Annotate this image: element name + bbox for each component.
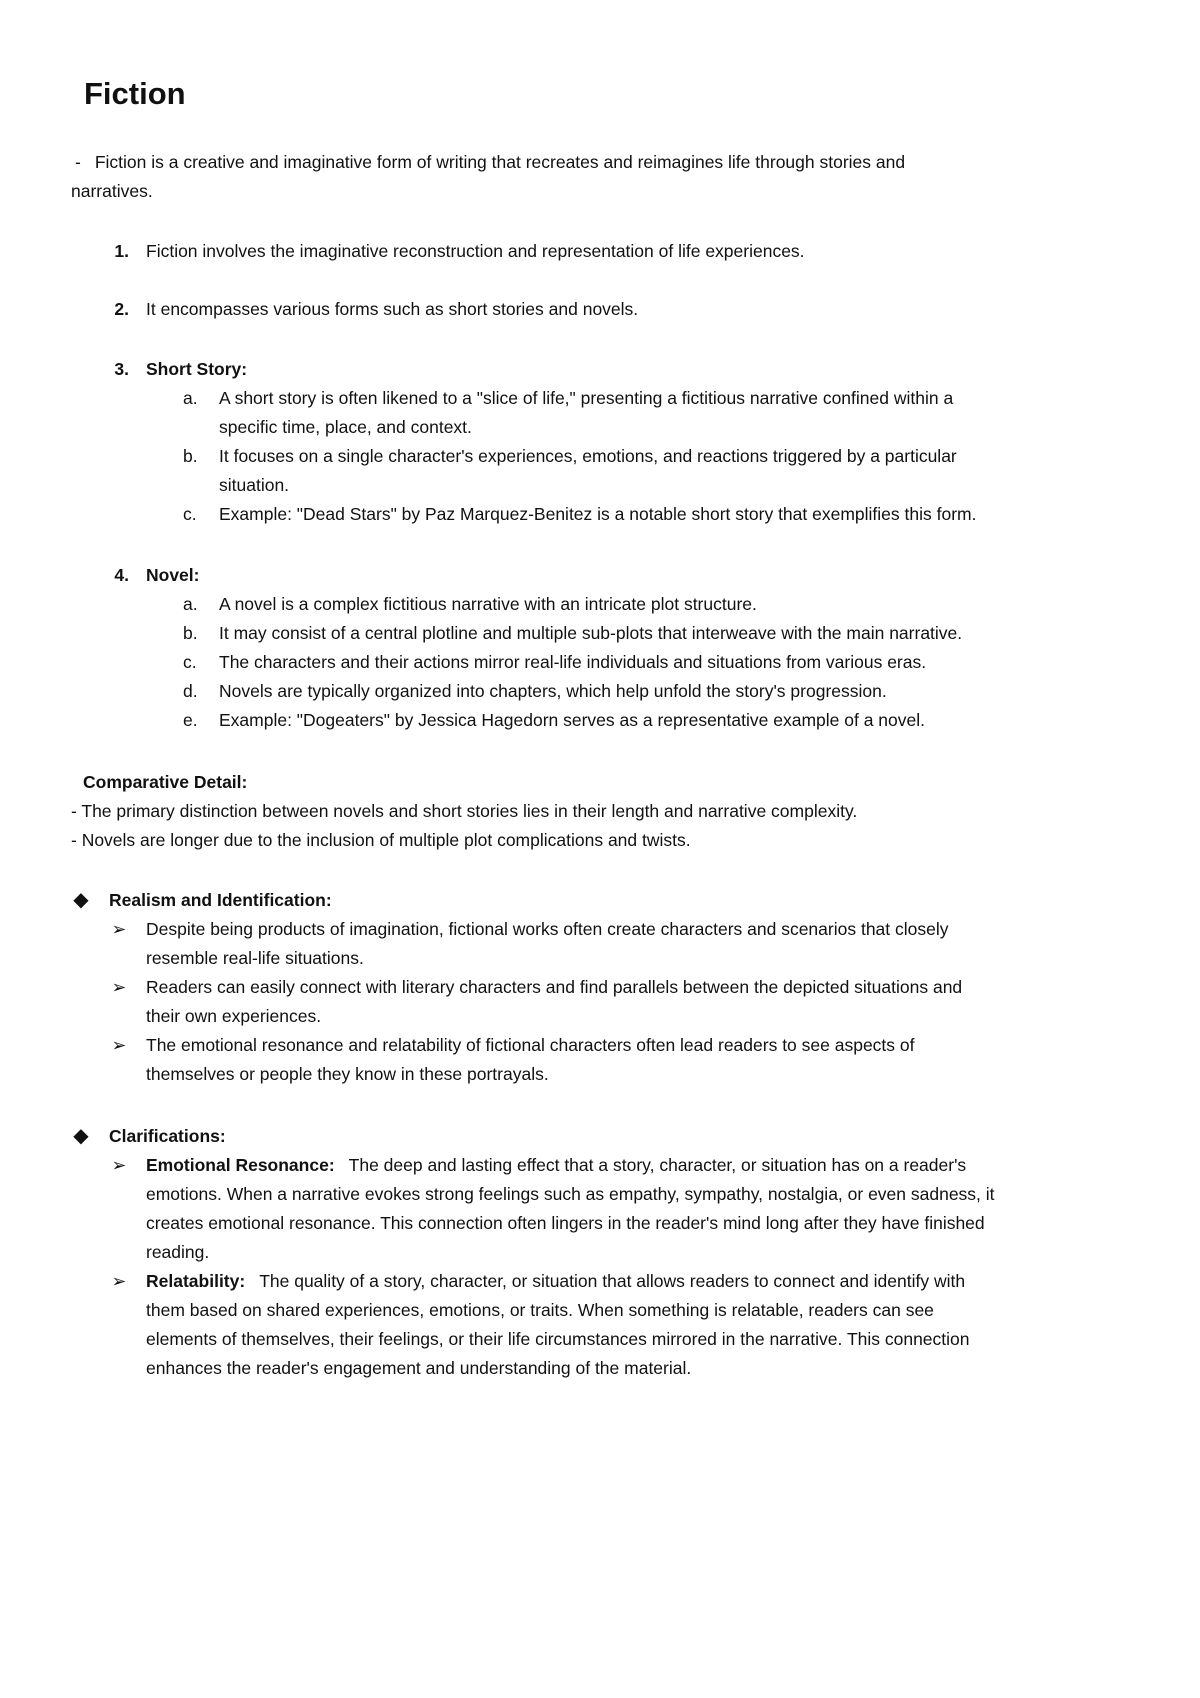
sub-item-letter: d. [183, 681, 198, 701]
intro-dash: - [75, 152, 81, 172]
sub-item-line: A novel is a complex fictitious narrative with an intricate plot structure. [219, 594, 757, 614]
realism-points [0, 915, 1200, 1089]
sub-item-line: A short story is often likened to a "slice of life," presenting a fictitious narrative confined within a [219, 388, 954, 408]
arrow-bullet-icon: ➢ [111, 1035, 127, 1055]
realism-heading: Realism and Identification: [109, 890, 332, 910]
diamond-bullet-icon: ◆ [73, 1125, 89, 1147]
sub-item-letter: c. [183, 652, 197, 672]
arrow-bullet-icon: ➢ [111, 1271, 127, 1291]
term-relatability: Relatability: [146, 1271, 246, 1291]
sub-item-letter: b. [183, 623, 198, 643]
short-story-heading: Short Story: [146, 359, 248, 379]
sub-item [0, 619, 1200, 648]
arrow-bullet-icon: ➢ [111, 977, 127, 997]
list-item-text: It encompasses various forms such as short stories and novels. [146, 299, 639, 319]
comparative-line-2: - Novels are longer due to the inclusion of multiple plot complications and twists. [71, 830, 691, 850]
clarifications-heading: Clarifications: [109, 1126, 226, 1146]
arrow-point [0, 1031, 1200, 1089]
point-line: their own experiences. [146, 1006, 322, 1026]
sub-item-line: It may consist of a central plotline and multiple sub-plots that interweave with the main narrative. [219, 623, 963, 643]
intro-line-2: narratives. [71, 181, 153, 201]
page-title: Fiction [84, 76, 186, 111]
definition-line: elements of themselves, their feelings, or their life circumstances mirrored in the narrative. This connection [146, 1329, 970, 1349]
sub-item [0, 500, 1200, 529]
sub-item-letter: b. [183, 446, 198, 466]
definition-line: The deep and lasting effect that a story, character, or situation has on a reader's [348, 1155, 967, 1175]
arrow-point [0, 973, 1200, 1031]
sub-item-line: It focuses on a single character's experiences, emotions, and reactions triggered by a particular [219, 446, 957, 466]
sub-item [0, 590, 1200, 619]
point-line: resemble real-life situations. [146, 948, 364, 968]
point-line: The emotional resonance and relatability of fictional characters often lead readers to see aspects of [146, 1035, 915, 1055]
sub-item [0, 384, 1200, 442]
intro-line-1: Fiction is a creative and imaginative form of writing that recreates and reimagines life through stories and [94, 152, 906, 172]
list-number: 1. [114, 241, 129, 261]
arrow-point-emotional-resonance [0, 1151, 1200, 1267]
definition-line: them based on shared experiences, emotions, or traits. When something is relatable, readers can see [146, 1300, 934, 1320]
short-story-subitems [0, 384, 1200, 529]
list-number: 3. [114, 359, 129, 379]
clarifications-points [0, 1151, 1200, 1383]
point-line: Despite being products of imagination, fictional works often create characters and scenarios that closely [146, 919, 949, 939]
sub-item [0, 706, 1200, 735]
definition-line: The quality of a story, character, or situation that allows readers to connect and identify with [259, 1271, 966, 1291]
definition-line: enhances the reader's engagement and understanding of the material. [146, 1358, 692, 1378]
arrow-bullet-icon: ➢ [111, 919, 127, 939]
definition-line: reading. [146, 1242, 210, 1262]
list-number: 4. [114, 565, 129, 585]
sub-item-line: specific time, place, and context. [219, 417, 472, 437]
sub-item-line: situation. [219, 475, 290, 495]
sub-item-letter: a. [183, 388, 198, 408]
comparative-detail [71, 768, 1131, 855]
comparative-line-1: - The primary distinction between novels and short stories lies in their length and narrative complexity. [71, 801, 858, 821]
comparative-heading: Comparative Detail: [83, 772, 248, 792]
point-line: themselves or people they know in these portrayals. [146, 1064, 549, 1084]
sub-item [0, 648, 1200, 677]
term-emotional-resonance: Emotional Resonance: [146, 1155, 335, 1175]
novel-heading: Novel: [146, 565, 200, 585]
intro-paragraph [71, 148, 1111, 206]
sub-item [0, 677, 1200, 706]
arrow-bullet-icon: ➢ [111, 1155, 127, 1175]
sub-item-line: Example: "Dead Stars" by Paz Marquez-Benitez is a notable short story that exemplifies this form. [219, 504, 977, 524]
arrow-point-relatability [0, 1267, 1200, 1383]
list-number: 2. [114, 299, 129, 319]
list-item-text: Fiction involves the imaginative reconstruction and representation of life experiences. [146, 241, 805, 261]
arrow-point [0, 915, 1200, 973]
sub-item-line: The characters and their actions mirror real-life individuals and situations from various eras. [219, 652, 927, 672]
sub-item-letter: e. [183, 710, 198, 730]
definition-line: creates emotional resonance. This connection often lingers in the reader's mind long after they have finished [146, 1213, 985, 1233]
sub-item-letter: a. [183, 594, 198, 614]
novel-subitems [0, 590, 1200, 735]
point-line: Readers can easily connect with literary characters and find parallels between the depicted situations and [146, 977, 963, 997]
sub-item [0, 442, 1200, 500]
diamond-bullet-icon: ◆ [73, 889, 89, 911]
sub-item-line: Example: "Dogeaters" by Jessica Hagedorn serves as a representative example of a novel. [219, 710, 925, 730]
sub-item-line: Novels are typically organized into chapters, which help unfold the story's progression. [219, 681, 887, 701]
sub-item-letter: c. [183, 504, 197, 524]
definition-line: emotions. When a narrative evokes strong feelings such as empathy, sympathy, nostalgia, or even sadness, it [146, 1184, 995, 1204]
